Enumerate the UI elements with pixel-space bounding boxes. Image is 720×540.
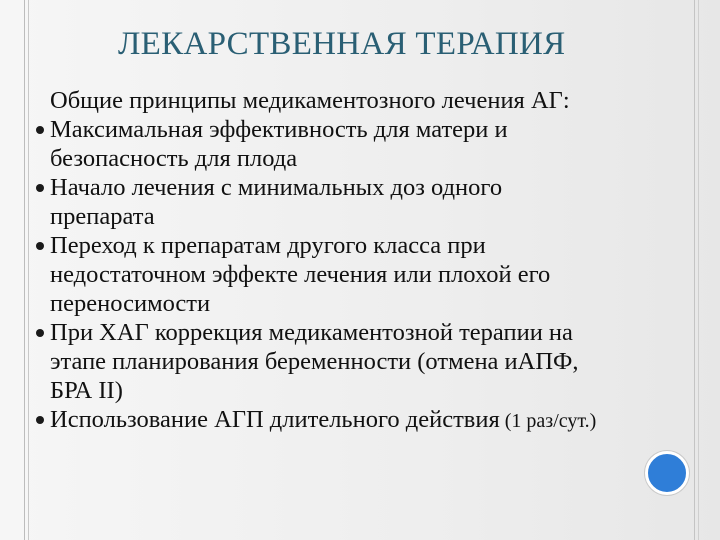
bullet-line: При ХАГ коррекция медикаментозной терапии на	[50, 319, 573, 346]
left-decor-line	[28, 0, 29, 540]
right-decor-line	[698, 0, 699, 540]
bullet-line-main: Использование АГП длительного действия	[50, 406, 500, 433]
slide-content	[36, 86, 686, 436]
bullet-dot-icon	[36, 416, 44, 424]
decorative-circle-icon	[645, 451, 689, 495]
bullet-line: переносимости	[50, 290, 211, 317]
bullet-line: недостаточном эффекте лечения или плохой его	[50, 261, 551, 288]
bullet-dot-icon	[36, 329, 44, 337]
bullet-dot-icon	[36, 242, 44, 250]
bullet-dot-icon	[36, 126, 44, 134]
bullet-item	[36, 173, 686, 231]
bullet-item	[36, 231, 686, 318]
bullet-dot-icon	[36, 184, 44, 192]
left-decor-line	[24, 0, 25, 540]
bullet-item	[36, 318, 686, 405]
bullet-line: Начало лечения с минимальных доз одного	[50, 174, 503, 201]
bullet-line: этапе планирования беременности (отмена иАПФ,	[50, 348, 579, 375]
bullet-item	[36, 115, 686, 173]
bullet-line-suffix: (1 раз/сут.)	[499, 410, 597, 432]
intro-text: Общие принципы медикаментозного лечения АГ:	[50, 87, 570, 114]
bullet-line: БРА II)	[50, 377, 123, 404]
bullet-line: Максимальная эффективность для матери и	[50, 116, 508, 143]
bullet-line: Переход к препаратам другого класса при	[50, 232, 486, 259]
right-decor-line	[694, 0, 695, 540]
bullet-line: препарата	[50, 203, 155, 230]
bullet-line	[50, 405, 686, 436]
bullet-line: безопасность для плода	[50, 145, 298, 172]
slide-title: ЛЕКАРСТВЕННАЯ ТЕРАПИЯ	[118, 26, 566, 62]
bullet-item	[36, 405, 686, 436]
